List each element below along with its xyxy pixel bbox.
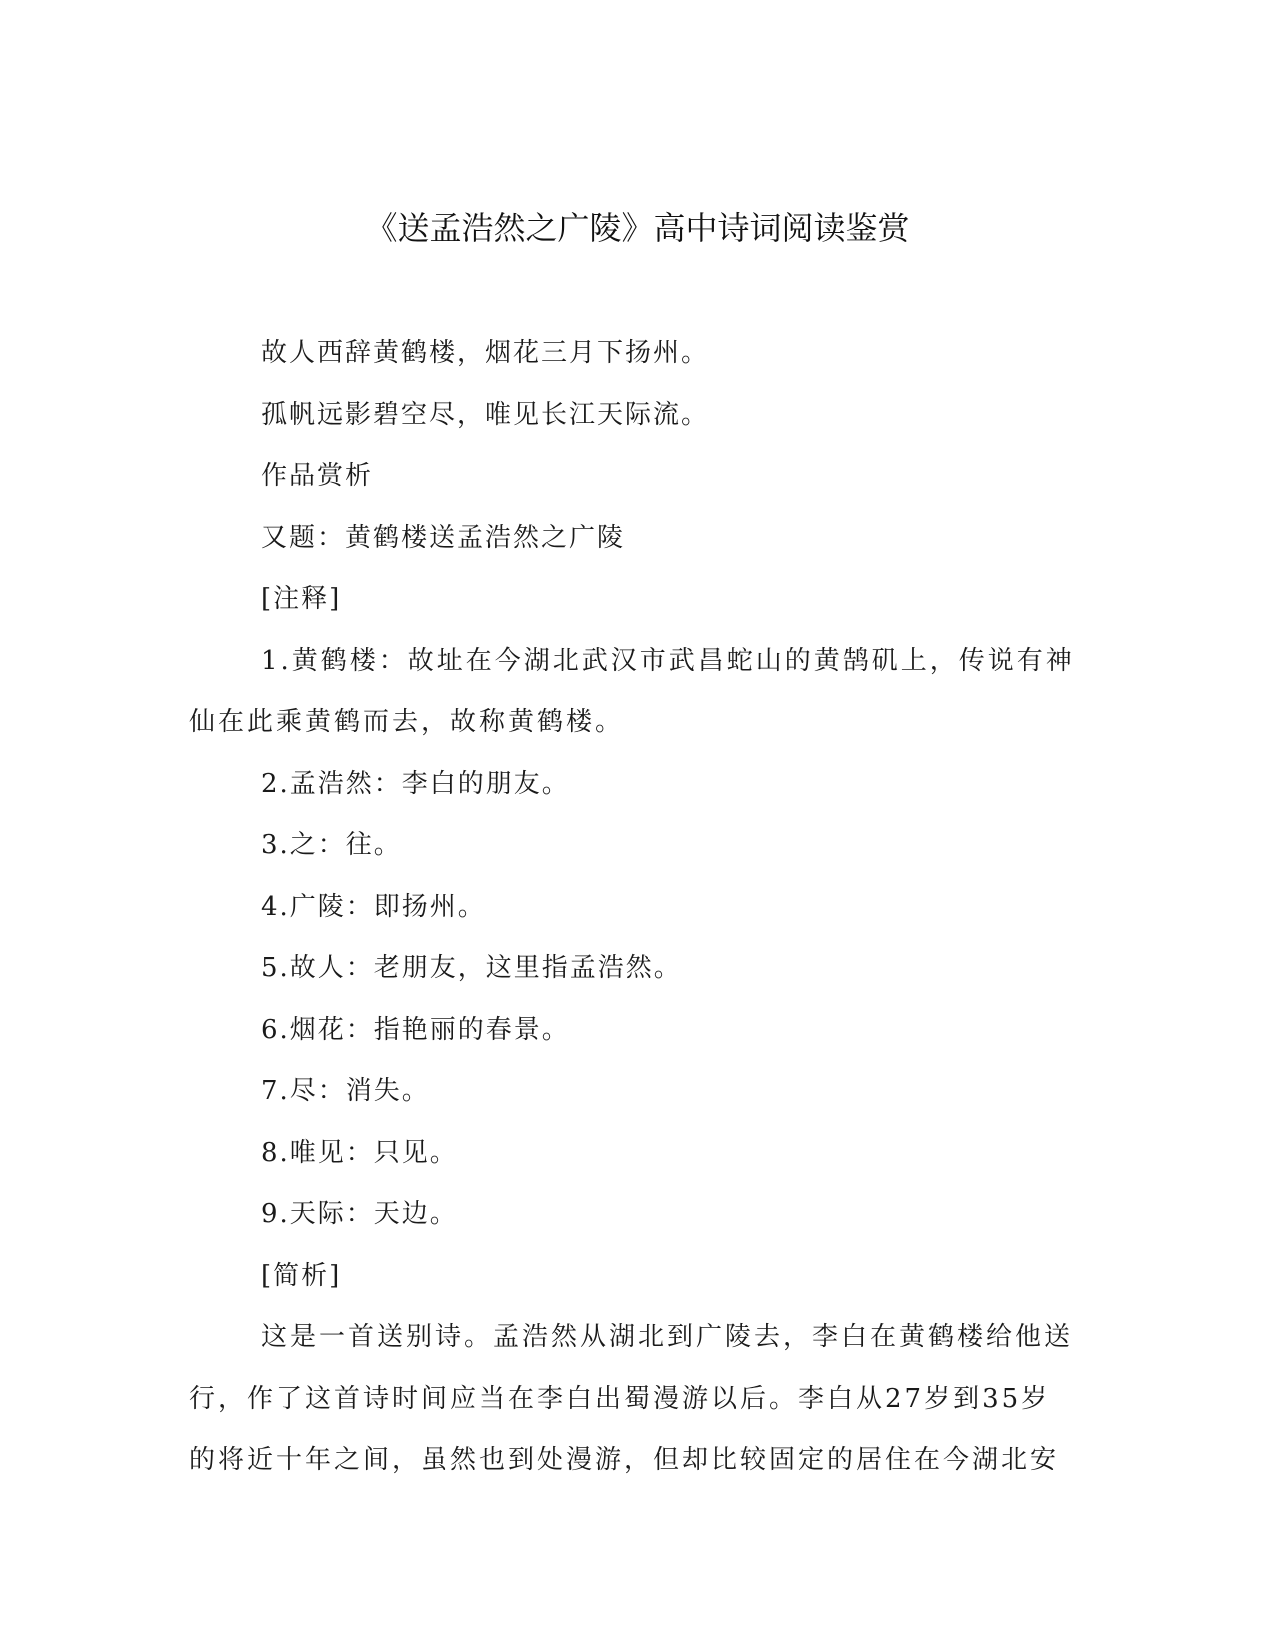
document-body [189,323,1079,1492]
section-heading-appreciation: 作品赏析 [261,461,374,491]
poem-line-1: 故人西辞黄鹤楼，烟花三月下扬州。 [261,338,710,368]
note-3: 3.之：往。 [261,830,402,860]
document-title: 《送孟浩然之广陵》高中诗词阅读鉴赏 [365,209,910,247]
alternate-title: 又题：黄鹤楼送孟浩然之广陵 [261,522,626,553]
analysis-paragraph: 这是一首送别诗。孟浩然从湖北到广陵去，李白在黄鹤楼给他送行，作了这首诗时间应当在李白出蜀漫游以后。李白从27岁到35岁的将近十年之间，虽然也到处漫游，但却比较固定的居住在今湖北安 [189,1322,1074,1475]
note-2: 2.孟浩然：李白的朋友。 [261,768,570,799]
note-4: 4.广陵：即扬州。 [261,891,486,922]
section-heading-notes: [注释] [261,584,342,614]
note-9: 9.天际：天边。 [261,1199,458,1229]
poem-line-2: 孤帆远影碧空尽，唯见长江天际流。 [261,399,710,430]
section-heading-analysis: [简析] [261,1260,342,1291]
note-8: 8.唯见：只见。 [261,1137,458,1168]
note-7: 7.尽：消失。 [261,1076,430,1106]
note-5: 5.故人：老朋友，这里指孟浩然。 [261,953,682,983]
note-1: 1.黄鹤楼：故址在今湖北武汉市武昌蛇山的黄鹄矶上，传说有神仙在此乘黄鹤而去，故称黄鹤楼。 [189,645,1075,737]
note-6: 6.烟花：指艳丽的春景。 [261,1014,570,1045]
